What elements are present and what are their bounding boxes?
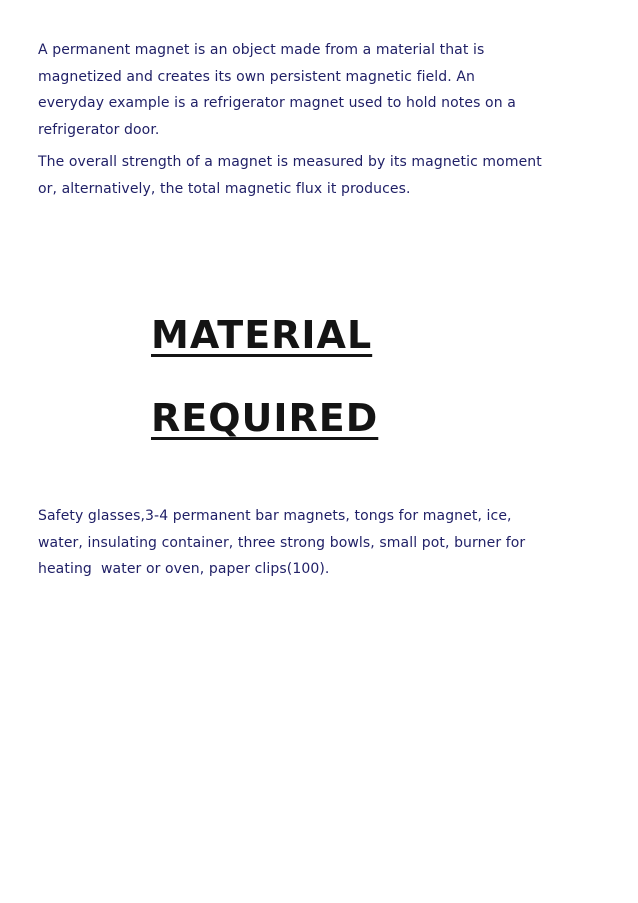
intro-line-3: everyday example is a refrigerator magnet used to hold notes on a	[38, 95, 516, 111]
materials-paragraph	[38, 503, 600, 583]
materials-line-3: heating water or oven, paper clips(100).	[38, 561, 330, 577]
materials-line-2: water, insulating container, three strong bowls, small pot, burner for	[38, 534, 526, 551]
intro-paragraph	[38, 37, 600, 143]
section-heading-line-2	[151, 396, 378, 440]
strength-line-2: or, alternatively, the total magnetic flux it produces.	[38, 180, 411, 197]
strength-paragraph	[38, 149, 600, 202]
intro-line-1: A permanent magnet is an object made from a material that is	[38, 42, 485, 58]
intro-line-4: refrigerator door.	[38, 121, 160, 138]
heading-material: MATERIAL	[151, 313, 373, 357]
strength-line-1: The overall strength of a magnet is measured by its magnetic moment	[38, 154, 542, 170]
heading-required: REQUIRED	[151, 396, 379, 440]
materials-line-1: Safety glasses,3-4 permanent bar magnets, tongs for magnet, ice,	[38, 508, 512, 524]
section-heading-line-1	[151, 313, 372, 357]
intro-line-2: magnetized and creates its own persistent magnetic field. An	[38, 68, 476, 85]
